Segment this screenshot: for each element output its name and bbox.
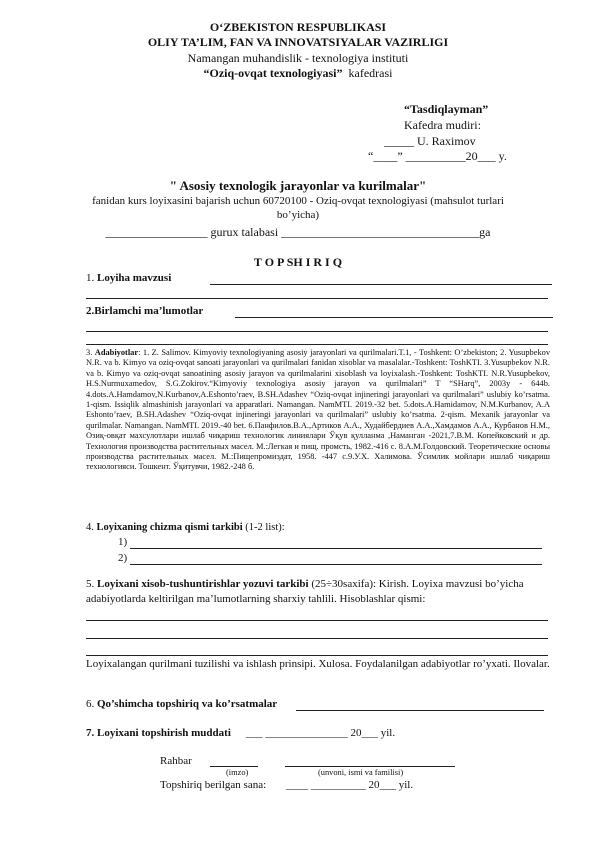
literature-list: 3. Adabiyotlar: 1. Z. Salimov. Kimyoviy texnologiyaning asosiy jarayonlari va qurilmalari.T.1, - Toshkent: O’zbekiston; 2. Yusupbekov N.R. va b. Kimyo va oziq-ovqat sanoati jarayonlari va qurilmalari fanidan xisoblar va masalalar.-Toshkent: ToshKTI. 3.Yusupbekov N.R. va b. Kimyo va oziq-ovqat sanoatining asosiy jarayon va qurilmalarini xisoblash va loyixalash.-Toshkent: ToshKTI. N.R.Yusupbekov, H.S.Nurmuxamedov, S.G.Zokirov.“Kimyoviy texnologiya asosiy jarayon va qurilmalari” T “SHarq”, 2003y - 644b. 4.dots.A.Hamdamov,N.Kurbanov,A.Eshonto’raev, B.SH.Adashev “Oziq-ovqat injineringi jarayonlari va qurilmalari” uslubiy ko’rsatma. 1-qism. Issiqlik almashinish jarayonlari va apparatlari. Namangan. NamMTI. 2019.-32 bet. 5.dots.A.Hamidamov, N.M.Kurbanov, A.A Eshonto’raev, B.SH.Adashev “Oziq-ovqat injineringi jarayonlari va qurilmalari” uslubiy ko’rsatma. 2-qism. Mexanik jarayonlar va qurilmalar. Namangan. NamMTI. 2019.-40 bet. 6.Панфилов.В.А.,Артиков А.А., Худайбердиев А.А.,Хамдамов А.А., Курбанов Н.М., Озиқ-овқат махсулотлари ишлаб чиқариш технологик линиялари Ўқув қулланма ,Наманган -2021,7.В.М. Копейковский и др. Технология производства растительных масел. М.:Легкая и пищ. промсть, 1982.-416 с. 8.А.М.Голдовский. Теоретические основы производства растительных масел. М.:Пищепромиздат, 1958. -447 с.9.У.Х. Халимова. Ўсимлик мойлари ишлаб чиқариш технологияси. Тошкент. Ўқитувчи, 1982.-248 б. — [86, 348, 551, 472]
item-4-number: 4. — [86, 522, 94, 533]
item-5-tail: Loyixalangan qurilmani tuzilishi va ishlash prinsipi. Xulosa. Foydalanilgan adabiyotlar ro’yxati. Ilovalar. — [86, 658, 550, 670]
item-5-label: Loyixani xisob-tushuntirishlar yozuvi tarkibi — [97, 578, 309, 590]
signature-line — [210, 766, 258, 767]
department-name: “Oziq-ovqat texnologiyasi” — [203, 66, 343, 80]
item-6-fill-line — [296, 710, 544, 711]
item-1-number: 1. — [86, 272, 95, 284]
item-5-number: 5. — [86, 578, 95, 590]
item-1-extra-line — [86, 298, 548, 299]
name-caption: (unvoni, ismi va familisi) — [318, 768, 404, 777]
item-3-label: Adabiyotlar — [94, 348, 139, 357]
course-title: " Asosiy texnologik jarayonlar va kurilmalar" — [169, 178, 427, 193]
item-5-line-3 — [86, 655, 548, 656]
item-7-label: 7. Loyixani topshirish muddati — [86, 727, 231, 739]
issued-date-label: Topshiriq berilgan sana: — [160, 779, 267, 791]
item-5 — [86, 577, 556, 606]
department-word: kafedrasi — [348, 66, 393, 80]
republic-heading: O‘ZBEKISTON RESPUBLIKASI — [209, 20, 387, 34]
item-4-label: Loyixaning chizma qismi tarkibi — [96, 522, 243, 533]
item-5-line-2 — [86, 638, 548, 639]
item-6 — [86, 698, 277, 710]
assignment-title: T O P SH I R I Q — [253, 255, 343, 269]
item-6-number: 6. — [86, 698, 95, 710]
institute-name: Namangan muhandislik - texnologiya instituti — [187, 51, 409, 65]
item-4 — [86, 522, 285, 533]
item-2-extra-line-2 — [86, 344, 548, 345]
item-5-text: (25÷30saxifa): Kirish. Loyixa mavzusi bo’yicha adabiyotlarda keltirilgan ma’lumotlarning sharxiy tahlili. Hisoblashlar qismi: — [86, 578, 524, 605]
item-4-sub-1: 1) — [118, 536, 128, 548]
course-description-line2: bo’yicha) — [276, 209, 320, 221]
student-group-line: _________________ gurux talabasi _________________________________ga — [105, 225, 491, 239]
item-2-label: 2.Birlamchi ma’lumotlar — [86, 305, 204, 317]
department-line — [0, 66, 596, 81]
item-3-number: 3. — [86, 348, 93, 357]
item-6-label: Qo’shimcha topshiriq va ko’rsatmalar — [97, 698, 278, 710]
approval-title: “Tasdiqlayman” — [404, 102, 489, 116]
issued-date: ____ __________ 20___ yil. — [286, 779, 414, 791]
item-1-fill-line — [210, 284, 552, 285]
supervisor-name-line — [285, 766, 455, 767]
literature-text: 1. Z. Salimov. Kimyoviy texnologiyaning asosiy jarayonlari va qurilmalari.T.1, - Toshkent: O’zbekiston; 2. Yusupbekov N.R. va b. Kimyo va oziq-ovqat sanoati jarayonlari va qurilmalari fanidan xisoblar va masalalar.-Toshkent: ToshKTI. 3.Yusupbekov N.R. va b. Kimyo va oziq-ovqat sanoatining asosiy jarayon va qurilmalarini xisoblash va loyixalash.-Toshkent: ToshKTI. N.R.Yusupbekov, H.S.Nurmuxamedov, S.G.Zokirov.“Kimyoviy texnologiya asosiy jarayon va qurilmalari” T “SHarq”, 2003y - 644b. 4.dots.A.Hamdamov,N.Kurbanov,A.Eshonto’raev, B.SH.Adashev “Oziq-ovqat injineringi jarayonlari va qurilmalari” uslubiy ko’rsatma. 1-qism. Issiqlik almashinish jarayonlari va apparatlari. Namangan. NamMTI. 2019.-32 bet. 5.dots.A.Hamidamov, N.M.Kurbanov, A.A Eshonto’raev, B.SH.Adashev “Oziq-ovqat injineringi jarayonlari va qurilmalari” uslubiy ko’rsatma. 2-qism. Mexanik jarayonlar va qurilmalar. Namangan. NamMTI. 2019.-40 bet. 6.Панфилов.В.А.,Артиков А.А., Худайбердиев А.А.,Хамдамов А.А., Курбанов Н.М., Озиқ-овқат махсулотлари ишлаб чиқариш технологик линиялари Ўқув қулланма ,Наманган -2021,7.В.М. Копейковский и др. Технология производства растительных масел. М.:Легкая и пищ. промсть, 1982.-416 с. 8.А.М.Голдовский. Теоретические основы производства растительных масел. М.:Пищепромиздат, 1958. -447 с.9.У.Х. Халимова. Ўсимлик мойлари ишлаб чиқариш технологияси. Тошкент. Ўқитувчи, 1982.-248 б. — [86, 348, 551, 472]
item-1-label: Loyiha mavzusi — [97, 272, 172, 284]
item-4-sub-2: 2) — [118, 552, 128, 564]
item-4-sub-1-line — [130, 548, 542, 549]
approval-name: _____ U. Raximov — [384, 134, 476, 148]
supervisor-label: Rahbar — [160, 755, 192, 767]
item-2-fill-line — [235, 317, 553, 318]
signature-caption: (imzo) — [226, 768, 249, 777]
item-5-line-1 — [86, 620, 548, 621]
item-1 — [86, 272, 171, 284]
approval-role: Kafedra mudiri: — [404, 118, 481, 132]
item-4-sub-2-line — [130, 564, 542, 565]
item-7-date: ___ _______________ 20___ yil. — [246, 727, 396, 739]
item-4-note: (1-2 list): — [245, 522, 285, 533]
approval-date: “____” __________20___ y. — [368, 149, 507, 163]
item-2-extra-line-1 — [86, 331, 548, 332]
course-description-line1: fanidan kurs loyixasini bajarish uchun 60720100 - Oziq-ovqat texnologiyasi (mahsulot turlari — [92, 195, 504, 207]
ministry-heading: OLIY TA’LIM, FAN VA INNOVATSIYALAR VAZIRLIGI — [147, 35, 449, 49]
